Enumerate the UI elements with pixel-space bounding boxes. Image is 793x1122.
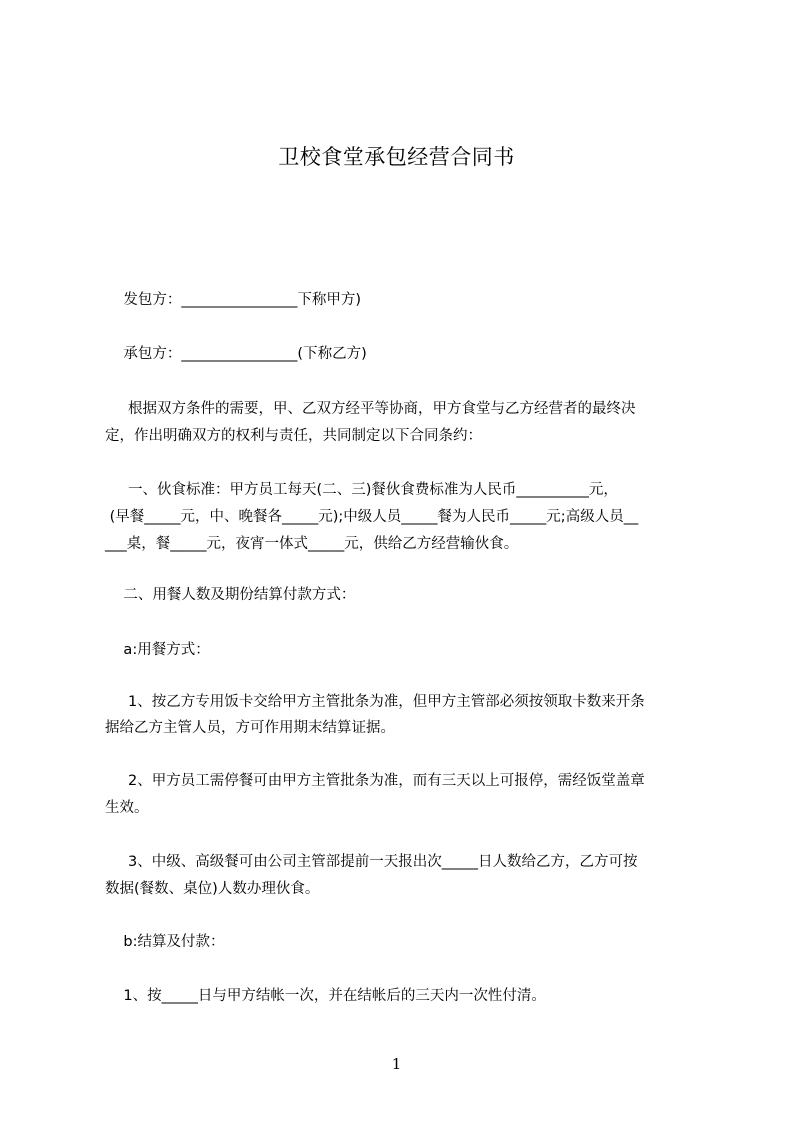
page-number: 1 (391, 1055, 402, 1073)
document-title: 卫校食堂承包经营合同书 (278, 145, 515, 169)
item-a1-line-2: 据给乙方主管人员，方可作用期末结算证据。 (105, 720, 395, 736)
section-b-heading: b:结算及付款： (105, 934, 225, 950)
item-a2-line-1: 2、甲方员工需停餐可由甲方主管批条为准，而有三天以上可报停，需经饭堂盖章 (105, 773, 645, 789)
clause-1-line-1: 一、伙食标准：甲方员工每天(二、三)餐伙食费标准为人民币__________元， (105, 482, 618, 498)
item-a2-line-2: 生效。 (105, 800, 149, 816)
item-a3-line-1: 3、中级、高级餐可由公司主管部提前一天报出次_____日人数给乙方，乙方可按 (105, 854, 638, 870)
clause-1-line-2: (早餐_____元，中、晚餐各_____元);中级人员_____餐为人民币_____元;高级人员__ (105, 509, 639, 525)
party-a-line: 发包方：________________下称甲方) (105, 292, 362, 308)
item-a1-line-1: 1、按乙方专用饭卡交给甲方主管批条为准，但甲方主管部必须按领取卡数来开条 (105, 694, 645, 710)
item-b1-line-1: 1、按_____日与甲方结帐一次，并在结帐后的三天内一次性付清。 (105, 988, 546, 1004)
section-a-heading: a:用餐方式： (105, 642, 210, 658)
item-a3-line-2: 数据(餐数、桌位)人数办理伙食。 (105, 881, 320, 897)
preamble-line-2: 定，作出明确双方的权利与责任，共同制定以下合同条约： (105, 428, 482, 444)
preamble-line-1: 根据双方条件的需要，甲、乙双方经平等协商，甲方食堂与乙方经营者的最终决 (105, 401, 636, 417)
party-b-line: 承包方：________________(下称乙方) (105, 346, 367, 362)
clause-1-line-3: ___桌，餐_____元，夜宵一体式_____元，供给乙方经营输伙食。 (105, 536, 519, 552)
clause-2-heading: 二、用餐人数及期份结算付款方式： (105, 587, 356, 603)
